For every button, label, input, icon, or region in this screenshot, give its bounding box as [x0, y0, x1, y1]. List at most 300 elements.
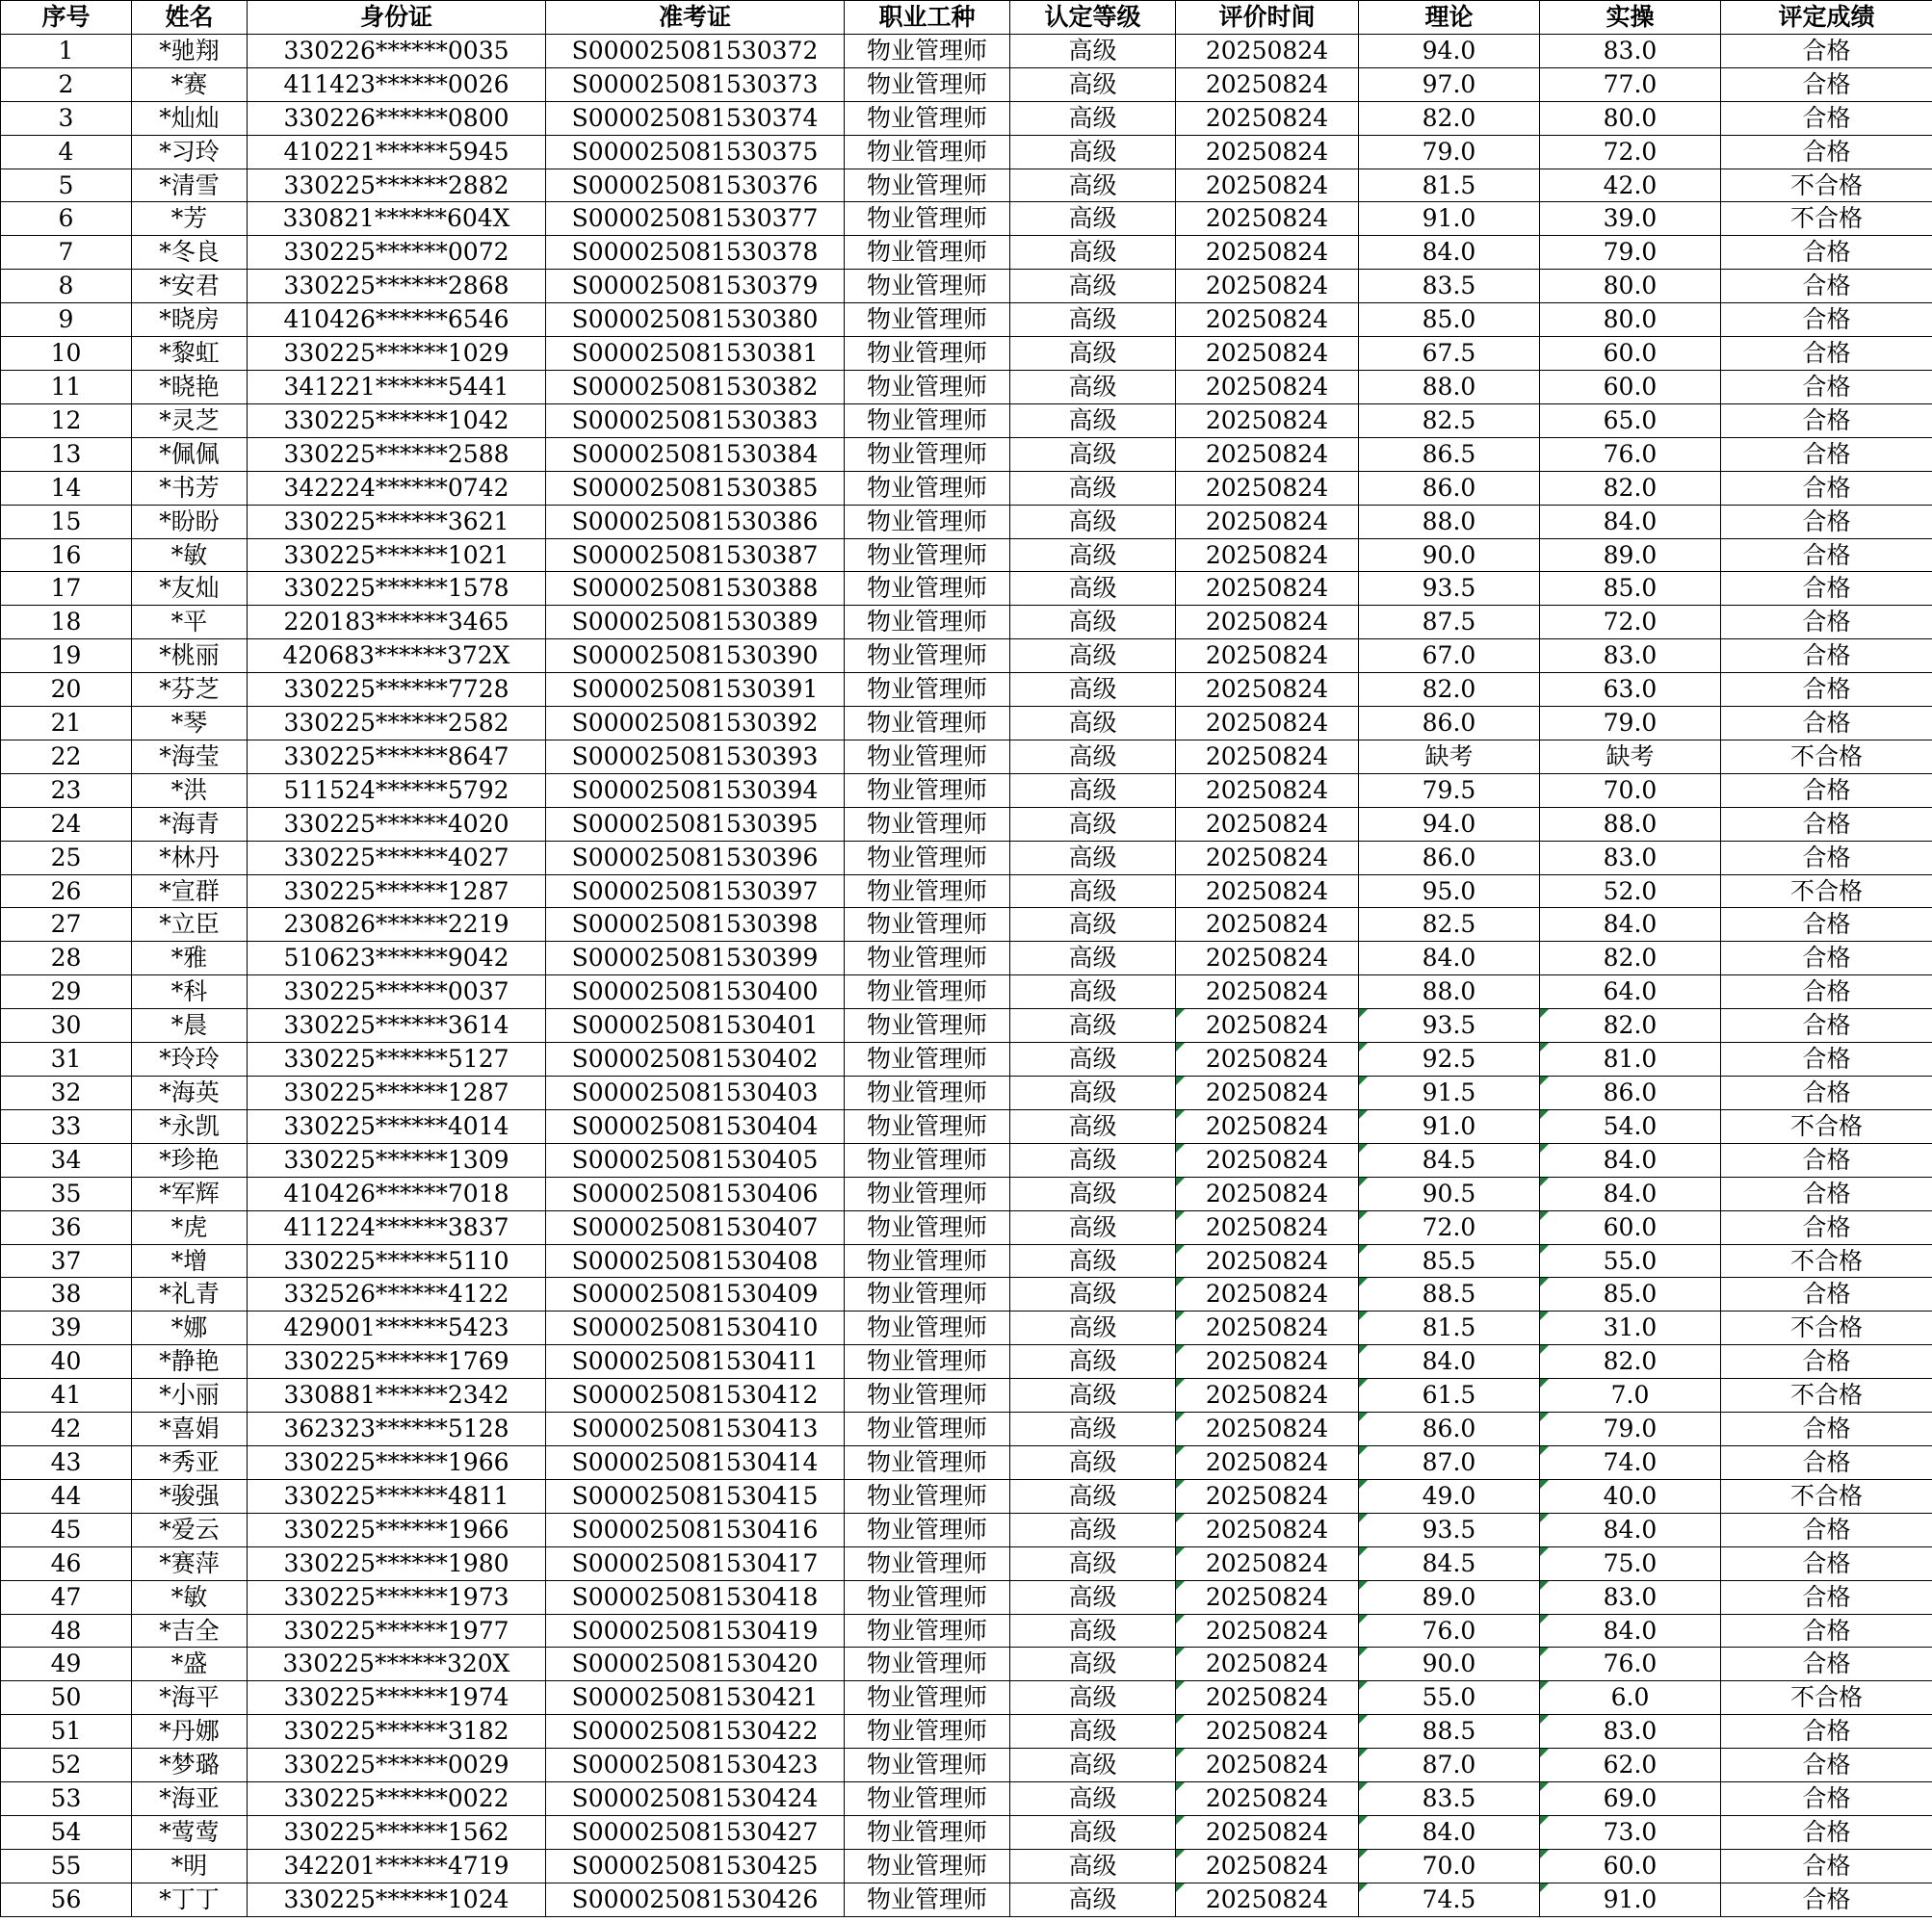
cell-exam-ticket: S000025081530372 [546, 34, 845, 67]
cell-result: 合格 [1721, 236, 1932, 270]
table-row [1, 1345, 1932, 1379]
cell-exam-ticket: S000025081530373 [546, 67, 845, 101]
cell-result: 合格 [1721, 337, 1932, 371]
cell-seq: 22 [1, 740, 132, 773]
cell-id-card: 330225******2882 [248, 169, 546, 202]
cell-result: 不合格 [1721, 169, 1932, 202]
cell-occupation: 物业管理师 [845, 606, 1010, 639]
cell-id-card: 330225******3614 [248, 1009, 546, 1043]
cell-occupation: 物业管理师 [845, 1379, 1010, 1413]
cell-exam-ticket: S000025081530377 [546, 202, 845, 236]
cell-result: 不合格 [1721, 874, 1932, 908]
cell-eval-date: 20250824 [1176, 707, 1359, 740]
cell-occupation: 物业管理师 [845, 370, 1010, 403]
table-row [1, 1143, 1932, 1177]
cell-occupation: 物业管理师 [845, 169, 1010, 202]
cell-occupation: 物业管理师 [845, 34, 1010, 67]
cell-seq: 19 [1, 639, 132, 673]
cell-name: *莺莺 [132, 1815, 248, 1849]
cell-theory: 87.0 [1359, 1445, 1540, 1479]
cell-occupation: 物业管理师 [845, 707, 1010, 740]
cell-eval-date: 20250824 [1176, 403, 1359, 437]
cell-id-card: 332526******4122 [248, 1278, 546, 1312]
cell-name: *安君 [132, 270, 248, 303]
table-row [1, 1715, 1932, 1749]
cell-exam-ticket: S000025081530419 [546, 1614, 845, 1648]
cell-eval-date: 20250824 [1176, 538, 1359, 572]
cell-exam-ticket: S000025081530397 [546, 874, 845, 908]
cell-level: 高级 [1010, 673, 1176, 707]
cell-name: *礼青 [132, 1278, 248, 1312]
table-row [1, 1445, 1932, 1479]
cell-level: 高级 [1010, 403, 1176, 437]
table-row [1, 1413, 1932, 1446]
cell-level: 高级 [1010, 1782, 1176, 1816]
cell-occupation: 物业管理师 [845, 1445, 1010, 1479]
cell-id-card: 330225******1029 [248, 337, 546, 371]
cell-result: 合格 [1721, 538, 1932, 572]
cell-eval-date: 20250824 [1176, 740, 1359, 773]
header-seq: 序号 [1, 1, 132, 35]
cell-id-card: 330225******1578 [248, 572, 546, 606]
cell-practice: 54.0 [1540, 1109, 1721, 1143]
cell-exam-ticket: S000025081530427 [546, 1815, 845, 1849]
cell-theory: 97.0 [1359, 67, 1540, 101]
cell-level: 高级 [1010, 1580, 1176, 1614]
cell-id-card: 330225******1769 [248, 1345, 546, 1379]
cell-result: 合格 [1721, 807, 1932, 841]
cell-result: 合格 [1721, 370, 1932, 403]
table-row [1, 773, 1932, 807]
cell-id-card: 330225******5110 [248, 1244, 546, 1278]
cell-seq: 54 [1, 1815, 132, 1849]
cell-result: 合格 [1721, 1345, 1932, 1379]
cell-practice: 6.0 [1540, 1681, 1721, 1715]
cell-exam-ticket: S000025081530412 [546, 1379, 845, 1413]
cell-name: *敏 [132, 538, 248, 572]
cell-occupation: 物业管理师 [845, 1043, 1010, 1077]
cell-name: *友灿 [132, 572, 248, 606]
cell-exam-ticket: S000025081530401 [546, 1009, 845, 1043]
cell-seq: 48 [1, 1614, 132, 1648]
cell-name: *明 [132, 1849, 248, 1883]
cell-seq: 29 [1, 975, 132, 1009]
cell-theory: 84.0 [1359, 236, 1540, 270]
cell-exam-ticket: S000025081530399 [546, 942, 845, 975]
cell-name: *灿灿 [132, 101, 248, 135]
cell-result: 合格 [1721, 437, 1932, 471]
cell-result: 合格 [1721, 1782, 1932, 1816]
cell-id-card: 330225******8647 [248, 740, 546, 773]
cell-eval-date: 20250824 [1176, 1749, 1359, 1782]
cell-id-card: 330225******4020 [248, 807, 546, 841]
cell-level: 高级 [1010, 1009, 1176, 1043]
cell-eval-date: 20250824 [1176, 1648, 1359, 1681]
cell-practice: 83.0 [1540, 639, 1721, 673]
cell-occupation: 物业管理师 [845, 437, 1010, 471]
cell-id-card: 330225******1021 [248, 538, 546, 572]
cell-seq: 51 [1, 1715, 132, 1749]
cell-level: 高级 [1010, 1648, 1176, 1681]
cell-level: 高级 [1010, 1413, 1176, 1446]
cell-result: 合格 [1721, 1883, 1932, 1916]
cell-level: 高级 [1010, 1614, 1176, 1648]
cell-id-card: 330225******1966 [248, 1513, 546, 1546]
table-row [1, 942, 1932, 975]
cell-name: *芳 [132, 202, 248, 236]
cell-eval-date: 20250824 [1176, 505, 1359, 538]
cell-occupation: 物业管理师 [845, 1312, 1010, 1345]
cell-level: 高级 [1010, 942, 1176, 975]
header-name: 姓名 [132, 1, 248, 35]
cell-eval-date: 20250824 [1176, 1815, 1359, 1849]
cell-exam-ticket: S000025081530417 [546, 1546, 845, 1580]
cell-practice: 79.0 [1540, 707, 1721, 740]
table-row [1, 471, 1932, 505]
cell-theory: 87.0 [1359, 1749, 1540, 1782]
cell-result: 不合格 [1721, 1681, 1932, 1715]
cell-level: 高级 [1010, 1345, 1176, 1379]
cell-exam-ticket: S000025081530411 [546, 1345, 845, 1379]
cell-seq: 36 [1, 1210, 132, 1244]
table-row [1, 303, 1932, 337]
table-row [1, 1513, 1932, 1546]
cell-theory: 67.0 [1359, 639, 1540, 673]
cell-exam-ticket: S000025081530402 [546, 1043, 845, 1077]
cell-theory: 87.5 [1359, 606, 1540, 639]
cell-occupation: 物业管理师 [845, 538, 1010, 572]
cell-practice: 86.0 [1540, 1077, 1721, 1110]
cell-result: 合格 [1721, 34, 1932, 67]
cell-result: 不合格 [1721, 740, 1932, 773]
cell-practice: 40.0 [1540, 1479, 1721, 1513]
cell-occupation: 物业管理师 [845, 101, 1010, 135]
cell-seq: 4 [1, 135, 132, 169]
cell-occupation: 物业管理师 [845, 236, 1010, 270]
cell-level: 高级 [1010, 337, 1176, 371]
cell-practice: 60.0 [1540, 1210, 1721, 1244]
table-row [1, 1077, 1932, 1110]
cell-name: *书芳 [132, 471, 248, 505]
cell-practice: 82.0 [1540, 942, 1721, 975]
cell-occupation: 物业管理师 [845, 942, 1010, 975]
cell-theory: 88.0 [1359, 370, 1540, 403]
cell-theory: 83.5 [1359, 1782, 1540, 1816]
cell-eval-date: 20250824 [1176, 67, 1359, 101]
cell-theory: 84.0 [1359, 942, 1540, 975]
cell-theory: 82.5 [1359, 403, 1540, 437]
cell-eval-date: 20250824 [1176, 841, 1359, 874]
table-row [1, 908, 1932, 942]
cell-name: *虎 [132, 1210, 248, 1244]
cell-id-card: 330225******1562 [248, 1815, 546, 1849]
cell-practice: 84.0 [1540, 1513, 1721, 1546]
cell-eval-date: 20250824 [1176, 1445, 1359, 1479]
cell-exam-ticket: S000025081530385 [546, 471, 845, 505]
cell-eval-date: 20250824 [1176, 370, 1359, 403]
cell-id-card: 330225******2588 [248, 437, 546, 471]
cell-theory: 91.5 [1359, 1077, 1540, 1110]
cell-name: *桃丽 [132, 639, 248, 673]
cell-occupation: 物业管理师 [845, 505, 1010, 538]
table-row [1, 135, 1932, 169]
table-row [1, 101, 1932, 135]
cell-level: 高级 [1010, 270, 1176, 303]
cell-exam-ticket: S000025081530403 [546, 1077, 845, 1110]
cell-theory: 88.0 [1359, 975, 1540, 1009]
cell-theory: 93.5 [1359, 1513, 1540, 1546]
table-row [1, 403, 1932, 437]
cell-id-card: 330225******2582 [248, 707, 546, 740]
cell-exam-ticket: S000025081530386 [546, 505, 845, 538]
cell-exam-ticket: S000025081530398 [546, 908, 845, 942]
cell-exam-ticket: S000025081530422 [546, 1715, 845, 1749]
cell-level: 高级 [1010, 370, 1176, 403]
cell-eval-date: 20250824 [1176, 1379, 1359, 1413]
cell-eval-date: 20250824 [1176, 1580, 1359, 1614]
cell-id-card: 330225******1042 [248, 403, 546, 437]
cell-level: 高级 [1010, 807, 1176, 841]
table-row [1, 1883, 1932, 1916]
table-row [1, 1546, 1932, 1580]
cell-exam-ticket: S000025081530423 [546, 1749, 845, 1782]
cell-name: *海青 [132, 807, 248, 841]
cell-practice: 52.0 [1540, 874, 1721, 908]
cell-practice: 85.0 [1540, 572, 1721, 606]
table-body [1, 34, 1932, 1916]
cell-seq: 11 [1, 370, 132, 403]
cell-occupation: 物业管理师 [845, 1177, 1010, 1210]
cell-id-card: 429001******5423 [248, 1312, 546, 1345]
cell-practice: 64.0 [1540, 975, 1721, 1009]
cell-level: 高级 [1010, 538, 1176, 572]
cell-result: 合格 [1721, 1077, 1932, 1110]
cell-exam-ticket: S000025081530383 [546, 403, 845, 437]
cell-level: 高级 [1010, 975, 1176, 1009]
cell-eval-date: 20250824 [1176, 1681, 1359, 1715]
cell-exam-ticket: S000025081530415 [546, 1479, 845, 1513]
cell-occupation: 物业管理师 [845, 975, 1010, 1009]
cell-occupation: 物业管理师 [845, 1648, 1010, 1681]
cell-occupation: 物业管理师 [845, 1479, 1010, 1513]
cell-level: 高级 [1010, 1312, 1176, 1345]
cell-seq: 38 [1, 1278, 132, 1312]
cell-occupation: 物业管理师 [845, 471, 1010, 505]
cell-eval-date: 20250824 [1176, 639, 1359, 673]
cell-name: *盛 [132, 1648, 248, 1681]
cell-theory: 93.5 [1359, 572, 1540, 606]
table-row [1, 1749, 1932, 1782]
cell-level: 高级 [1010, 303, 1176, 337]
cell-theory: 84.5 [1359, 1143, 1540, 1177]
cell-seq: 15 [1, 505, 132, 538]
cell-exam-ticket: S000025081530407 [546, 1210, 845, 1244]
cell-result: 不合格 [1721, 202, 1932, 236]
cell-theory: 90.0 [1359, 538, 1540, 572]
cell-level: 高级 [1010, 773, 1176, 807]
cell-id-card: 330225******4014 [248, 1109, 546, 1143]
cell-eval-date: 20250824 [1176, 1715, 1359, 1749]
cell-level: 高级 [1010, 1815, 1176, 1849]
cell-practice: 83.0 [1540, 34, 1721, 67]
cell-name: *珍艳 [132, 1143, 248, 1177]
cell-level: 高级 [1010, 202, 1176, 236]
cell-theory: 82.5 [1359, 908, 1540, 942]
cell-name: *玲玲 [132, 1043, 248, 1077]
cell-occupation: 物业管理师 [845, 740, 1010, 773]
cell-seq: 7 [1, 236, 132, 270]
cell-occupation: 物业管理师 [845, 1143, 1010, 1177]
cell-practice: 80.0 [1540, 270, 1721, 303]
cell-name: *晓房 [132, 303, 248, 337]
cell-practice: 76.0 [1540, 437, 1721, 471]
cell-occupation: 物业管理师 [845, 1580, 1010, 1614]
cell-result: 合格 [1721, 1614, 1932, 1648]
cell-seq: 43 [1, 1445, 132, 1479]
cell-level: 高级 [1010, 236, 1176, 270]
cell-theory: 70.0 [1359, 1849, 1540, 1883]
cell-eval-date: 20250824 [1176, 1077, 1359, 1110]
cell-occupation: 物业管理师 [845, 135, 1010, 169]
cell-level: 高级 [1010, 505, 1176, 538]
cell-level: 高级 [1010, 874, 1176, 908]
table-row [1, 1278, 1932, 1312]
cell-occupation: 物业管理师 [845, 1749, 1010, 1782]
cell-level: 高级 [1010, 1278, 1176, 1312]
header-exam-ticket: 准考证 [546, 1, 845, 35]
cell-name: *赛萍 [132, 1546, 248, 1580]
table-row [1, 707, 1932, 740]
header-result: 评定成绩 [1721, 1, 1932, 35]
cell-exam-ticket: S000025081530392 [546, 707, 845, 740]
table-row [1, 1177, 1932, 1210]
cell-name: *黎虹 [132, 337, 248, 371]
cell-name: *静艳 [132, 1345, 248, 1379]
cell-eval-date: 20250824 [1176, 673, 1359, 707]
cell-eval-date: 20250824 [1176, 807, 1359, 841]
cell-level: 高级 [1010, 1210, 1176, 1244]
cell-result: 合格 [1721, 101, 1932, 135]
cell-exam-ticket: S000025081530380 [546, 303, 845, 337]
cell-occupation: 物业管理师 [845, 908, 1010, 942]
cell-exam-ticket: S000025081530374 [546, 101, 845, 135]
cell-result: 合格 [1721, 841, 1932, 874]
cell-seq: 13 [1, 437, 132, 471]
cell-practice: 39.0 [1540, 202, 1721, 236]
cell-exam-ticket: S000025081530390 [546, 639, 845, 673]
cell-occupation: 物业管理师 [845, 67, 1010, 101]
cell-result: 合格 [1721, 639, 1932, 673]
cell-eval-date: 20250824 [1176, 135, 1359, 169]
cell-id-card: 330225******1974 [248, 1681, 546, 1715]
cell-result: 不合格 [1721, 1479, 1932, 1513]
cell-practice: 91.0 [1540, 1883, 1721, 1916]
table-row [1, 1109, 1932, 1143]
cell-theory: 92.5 [1359, 1043, 1540, 1077]
cell-exam-ticket: S000025081530425 [546, 1849, 845, 1883]
table-row [1, 975, 1932, 1009]
cell-seq: 30 [1, 1009, 132, 1043]
cell-occupation: 物业管理师 [845, 1513, 1010, 1546]
table-row [1, 572, 1932, 606]
cell-name: *芬芝 [132, 673, 248, 707]
cell-eval-date: 20250824 [1176, 437, 1359, 471]
cell-id-card: 330225******3182 [248, 1715, 546, 1749]
cell-theory: 76.0 [1359, 1614, 1540, 1648]
cell-id-card: 411224******3837 [248, 1210, 546, 1244]
cell-practice: 82.0 [1540, 471, 1721, 505]
cell-result: 合格 [1721, 403, 1932, 437]
cell-level: 高级 [1010, 1681, 1176, 1715]
cell-seq: 14 [1, 471, 132, 505]
cell-occupation: 物业管理师 [845, 1109, 1010, 1143]
cell-result: 合格 [1721, 707, 1932, 740]
cell-theory: 85.0 [1359, 303, 1540, 337]
cell-id-card: 330225******1287 [248, 874, 546, 908]
cell-id-card: 341221******5441 [248, 370, 546, 403]
table-row [1, 606, 1932, 639]
cell-eval-date: 20250824 [1176, 270, 1359, 303]
cell-occupation: 物业管理师 [845, 1849, 1010, 1883]
cell-result: 合格 [1721, 1648, 1932, 1681]
cell-practice: 7.0 [1540, 1379, 1721, 1413]
cell-result: 合格 [1721, 67, 1932, 101]
cell-id-card: 330225******1977 [248, 1614, 546, 1648]
cell-level: 高级 [1010, 437, 1176, 471]
cell-level: 高级 [1010, 1479, 1176, 1513]
cell-exam-ticket: S000025081530378 [546, 236, 845, 270]
cell-result: 合格 [1721, 908, 1932, 942]
cell-id-card: 410426******6546 [248, 303, 546, 337]
cell-result: 合格 [1721, 1580, 1932, 1614]
cell-theory: 94.0 [1359, 34, 1540, 67]
table-row [1, 1043, 1932, 1077]
cell-eval-date: 20250824 [1176, 874, 1359, 908]
cell-eval-date: 20250824 [1176, 337, 1359, 371]
cell-name: *永凯 [132, 1109, 248, 1143]
cell-name: *赛 [132, 67, 248, 101]
cell-result: 合格 [1721, 1043, 1932, 1077]
cell-result: 合格 [1721, 1715, 1932, 1749]
cell-seq: 27 [1, 908, 132, 942]
cell-occupation: 物业管理师 [845, 202, 1010, 236]
cell-practice: 63.0 [1540, 673, 1721, 707]
cell-seq: 8 [1, 270, 132, 303]
cell-id-card: 330225******0029 [248, 1749, 546, 1782]
cell-name: *宣群 [132, 874, 248, 908]
cell-seq: 26 [1, 874, 132, 908]
cell-exam-ticket: S000025081530414 [546, 1445, 845, 1479]
cell-id-card: 330225******0022 [248, 1782, 546, 1816]
cell-practice: 77.0 [1540, 67, 1721, 101]
cell-practice: 62.0 [1540, 1749, 1721, 1782]
cell-eval-date: 20250824 [1176, 942, 1359, 975]
cell-seq: 6 [1, 202, 132, 236]
cell-level: 高级 [1010, 606, 1176, 639]
cell-practice: 89.0 [1540, 538, 1721, 572]
cell-name: *佩佩 [132, 437, 248, 471]
cell-theory: 86.0 [1359, 1413, 1540, 1446]
cell-practice: 42.0 [1540, 169, 1721, 202]
cell-exam-ticket: S000025081530384 [546, 437, 845, 471]
cell-theory: 61.5 [1359, 1379, 1540, 1413]
cell-theory: 84.0 [1359, 1345, 1540, 1379]
header-row [1, 1, 1932, 35]
cell-theory: 93.5 [1359, 1009, 1540, 1043]
cell-result: 合格 [1721, 135, 1932, 169]
cell-level: 高级 [1010, 1715, 1176, 1749]
header-practice: 实操 [1540, 1, 1721, 35]
